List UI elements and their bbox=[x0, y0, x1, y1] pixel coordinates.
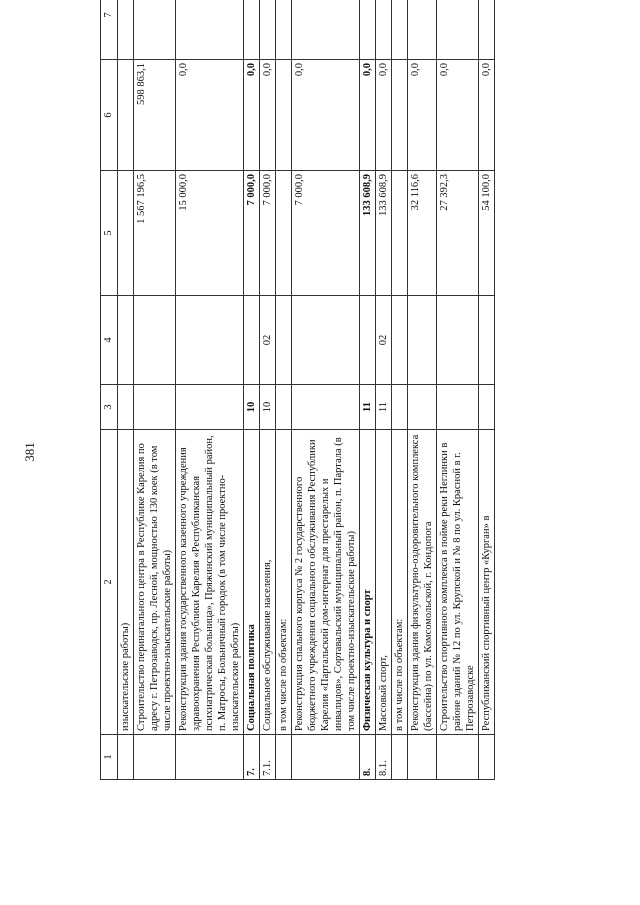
row-subsection bbox=[292, 296, 360, 385]
row-amount-col7 bbox=[408, 0, 437, 60]
row-amount-col7 bbox=[292, 0, 360, 60]
row-amount-col7 bbox=[276, 0, 292, 60]
row-amount-col6: 0,0 bbox=[437, 60, 479, 171]
row-section bbox=[176, 385, 244, 430]
row-amount-col7 bbox=[479, 0, 495, 60]
row-code bbox=[292, 735, 360, 780]
row-amount-col5: 7 000,0 bbox=[244, 171, 260, 296]
col-header-4: 4 bbox=[101, 296, 118, 385]
row-name: Реконструкция здания физкультурно-оздоровительного комплекса (бассейна) по ул. Комсомольской, г. Кондопога bbox=[408, 430, 437, 735]
row-amount-col6 bbox=[276, 60, 292, 171]
row-code: 7. bbox=[244, 735, 260, 780]
row-subsection bbox=[360, 296, 376, 385]
table-row bbox=[408, 0, 437, 780]
row-code: 8. bbox=[360, 735, 376, 780]
row-amount-col5 bbox=[118, 171, 134, 296]
row-amount-col6: 0,0 bbox=[292, 60, 360, 171]
table-row bbox=[376, 0, 392, 780]
row-section bbox=[292, 385, 360, 430]
table-row bbox=[360, 0, 376, 780]
table-row bbox=[479, 0, 495, 780]
row-name: Реконструкция здания государственного казенного учреждения здравоохранения Республики Карелия «Республиканская психиатрическая больница», Пряжинский муниципальный район, п. Матросы, Больничный городок (в том числе проектно-изыскательские работы) bbox=[176, 430, 244, 735]
row-section: 10 bbox=[244, 385, 260, 430]
row-section: 11 bbox=[376, 385, 392, 430]
row-name: Республиканский спортивный центр «Курган» в bbox=[479, 430, 495, 735]
row-amount-col5 bbox=[392, 171, 408, 296]
row-amount-col7 bbox=[437, 0, 479, 60]
col-header-1: 1 bbox=[101, 735, 118, 780]
row-amount-col6: 0,0 bbox=[244, 60, 260, 171]
row-name: Реконструкция спального корпуса № 2 государственного бюджетного учреждения социального обслуживания Республики Карелия «Партальский дом-интернат для престарелых и инвалидов», Сортавальский муниципальный район, п. Партала (в том числе проектно-изыскательские работы) bbox=[292, 430, 360, 735]
row-section bbox=[118, 385, 134, 430]
col-header-2: 2 bbox=[101, 430, 118, 735]
col-header-6: 6 bbox=[101, 60, 118, 171]
row-amount-col6 bbox=[118, 60, 134, 171]
table-row bbox=[276, 0, 292, 780]
row-section: 10 bbox=[260, 385, 276, 430]
row-subsection bbox=[134, 296, 176, 385]
table-row bbox=[176, 0, 244, 780]
col-header-3: 3 bbox=[101, 385, 118, 430]
row-amount-col5: 7 000,0 bbox=[292, 171, 360, 296]
row-subsection bbox=[244, 296, 260, 385]
row-amount-col5: 54 100,0 bbox=[479, 171, 495, 296]
row-amount-col6: 0,0 bbox=[376, 60, 392, 171]
row-amount-col6: 0,0 bbox=[479, 60, 495, 171]
row-amount-col5: 32 116,6 bbox=[408, 171, 437, 296]
row-subsection bbox=[437, 296, 479, 385]
row-amount-col5 bbox=[276, 171, 292, 296]
row-code bbox=[134, 735, 176, 780]
row-name: Социальная политика bbox=[244, 430, 260, 735]
row-section bbox=[134, 385, 176, 430]
page-number: 381 bbox=[22, 442, 37, 462]
row-section bbox=[437, 385, 479, 430]
row-amount-col7 bbox=[118, 0, 134, 60]
table-row bbox=[437, 0, 479, 780]
row-amount-col6: 598 863,1 bbox=[134, 60, 176, 171]
row-amount-col7 bbox=[392, 0, 408, 60]
row-amount-col6: 0,0 bbox=[360, 60, 376, 171]
row-amount-col7 bbox=[260, 0, 276, 60]
row-name: Массовый спорт, bbox=[376, 430, 392, 735]
table-wrapper bbox=[100, 12, 595, 780]
row-name: в том числе по объектам: bbox=[276, 430, 292, 735]
row-section bbox=[408, 385, 437, 430]
row-section bbox=[479, 385, 495, 430]
col-header-5: 5 bbox=[101, 171, 118, 296]
row-amount-col6: 0,0 bbox=[260, 60, 276, 171]
page-body bbox=[100, 12, 595, 780]
table-body bbox=[118, 0, 495, 780]
row-code bbox=[392, 735, 408, 780]
row-name: Строительство спортивного комплекса в пойме реки Неглинки в районе зданий № 12 по ул. Крупской и № 8 по ул. Красной в г. Петрозаводске bbox=[437, 430, 479, 735]
row-code bbox=[276, 735, 292, 780]
table-row bbox=[260, 0, 276, 780]
row-subsection: 02 bbox=[376, 296, 392, 385]
row-amount-col5: 7 000,0 bbox=[260, 171, 276, 296]
row-code: 7.1. bbox=[260, 735, 276, 780]
row-code bbox=[479, 735, 495, 780]
row-code bbox=[408, 735, 437, 780]
row-subsection: 02 bbox=[260, 296, 276, 385]
row-subsection bbox=[276, 296, 292, 385]
row-amount-col7 bbox=[176, 0, 244, 60]
header-row bbox=[101, 0, 118, 780]
col-header-7: 7 bbox=[101, 0, 118, 60]
row-code: 8.1. bbox=[376, 735, 392, 780]
budget-table bbox=[100, 0, 495, 780]
row-name: Физическая культура и спорт bbox=[360, 430, 376, 735]
row-name: изыскательские работы) bbox=[118, 430, 134, 735]
row-subsection bbox=[392, 296, 408, 385]
row-subsection bbox=[479, 296, 495, 385]
row-amount-col5: 1 567 196,5 bbox=[134, 171, 176, 296]
table-row bbox=[244, 0, 260, 780]
row-amount-col5: 27 392,3 bbox=[437, 171, 479, 296]
row-name: Социальное обслуживание населения, bbox=[260, 430, 276, 735]
row-amount-col7 bbox=[134, 0, 176, 60]
table-row bbox=[134, 0, 176, 780]
table-row bbox=[118, 0, 134, 780]
row-name: Строительство перинатального центра в Республике Карелия по адресу г. Петрозаводск, пр. Лесной, мощностью 130 коек (в том числе проектно-изыскательские работы) bbox=[134, 430, 176, 735]
row-section: 11 bbox=[360, 385, 376, 430]
row-amount-col6: 0,0 bbox=[176, 60, 244, 171]
table-row bbox=[292, 0, 360, 780]
row-section bbox=[392, 385, 408, 430]
row-amount-col7 bbox=[360, 0, 376, 60]
row-amount-col6 bbox=[392, 60, 408, 171]
row-amount-col7 bbox=[244, 0, 260, 60]
row-amount-col5: 15 000,0 bbox=[176, 171, 244, 296]
row-subsection bbox=[176, 296, 244, 385]
row-name: в том числе по объектам: bbox=[392, 430, 408, 735]
row-amount-col6: 0,0 bbox=[408, 60, 437, 171]
table-row bbox=[392, 0, 408, 780]
row-code bbox=[437, 735, 479, 780]
row-code bbox=[176, 735, 244, 780]
row-section bbox=[276, 385, 292, 430]
row-code bbox=[118, 735, 134, 780]
row-amount-col5: 133 608,9 bbox=[360, 171, 376, 296]
row-subsection bbox=[118, 296, 134, 385]
row-subsection bbox=[408, 296, 437, 385]
row-amount-col5: 133 608,9 bbox=[376, 171, 392, 296]
row-amount-col7 bbox=[376, 0, 392, 60]
